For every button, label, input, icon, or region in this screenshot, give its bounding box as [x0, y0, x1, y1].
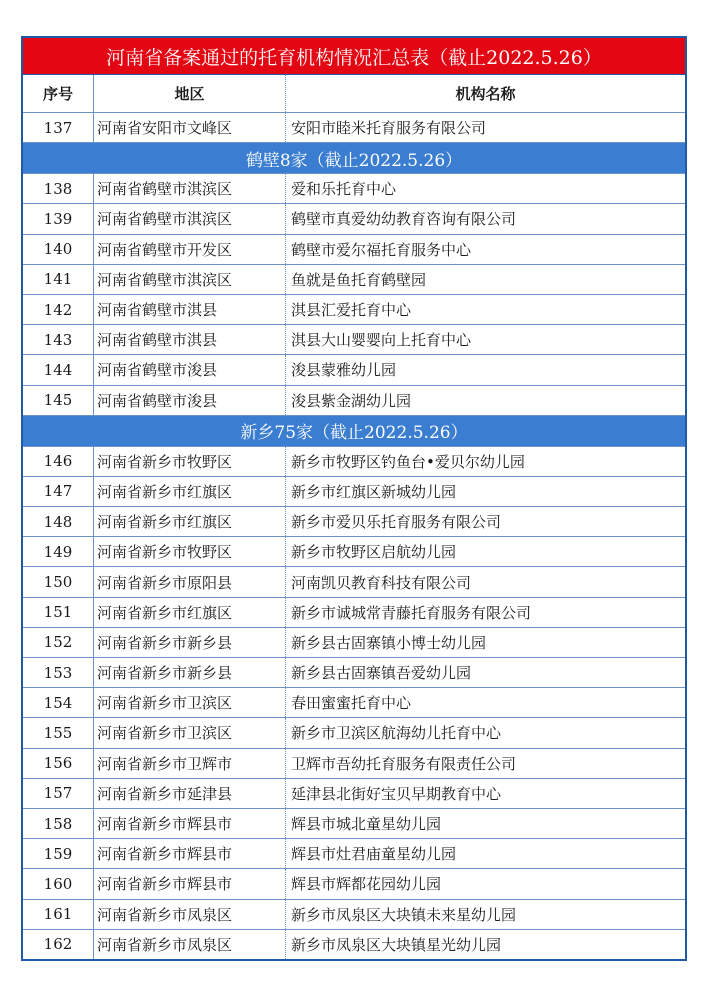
- cell-institution-name: 淇县大山婴婴向上托育中心: [291, 331, 472, 350]
- cell-region: 河南省鹤壁市淇县: [94, 325, 286, 354]
- table-row: [23, 838, 685, 868]
- cell-number: 138: [23, 174, 94, 203]
- cell-number: 144: [23, 355, 94, 384]
- cell-region: 河南省安阳市文峰区: [94, 113, 286, 142]
- cell-region: 河南省新乡市凤泉区: [94, 900, 286, 929]
- cell-number: 137: [23, 113, 94, 142]
- rows-hebi: [23, 173, 685, 415]
- cell-institution-name: 春田蜜蜜托育中心: [291, 694, 412, 713]
- cell-number: 139: [23, 204, 94, 233]
- cell-region: 河南省新乡市卫辉市: [94, 749, 286, 778]
- cell-institution-name: 新乡市牧野区启航幼儿园: [291, 543, 457, 562]
- cell-institution-name: 新乡县古固寨镇小博士幼儿园: [291, 633, 487, 652]
- column-header-name: 机构名称: [455, 85, 516, 103]
- cell-region: 河南省鹤壁市浚县: [94, 355, 286, 384]
- cell-institution-name: 爱和乐托育中心: [291, 180, 397, 199]
- cell-institution-name: 浚县紫金湖幼儿园: [291, 391, 412, 410]
- table-row: [23, 294, 685, 324]
- cell-institution-name: 辉县市灶君庙童星幼儿园: [291, 845, 457, 864]
- cell-number: 160: [23, 869, 94, 898]
- cell-number: 146: [23, 447, 94, 476]
- cell-institution-name: 辉县市辉都花园幼儿园: [291, 875, 442, 894]
- column-header-region: 地区: [94, 75, 286, 112]
- table-row: [23, 687, 685, 717]
- cell-number: 147: [23, 477, 94, 506]
- cell-number: 156: [23, 749, 94, 778]
- cell-number: 155: [23, 718, 94, 747]
- cell-region: 河南省新乡市辉县市: [94, 869, 286, 898]
- cell-institution-name: 安阳市睦米托育服务有限公司: [291, 119, 487, 138]
- cell-institution-name: 新乡市凤泉区大块镇未来星幼儿园: [291, 905, 517, 924]
- table-title: 河南省备案通过的托育机构情况汇总表（截止2022.5.26）: [23, 38, 685, 75]
- cell-number: 151: [23, 598, 94, 627]
- table-row: [23, 536, 685, 566]
- cell-number: 162: [23, 930, 94, 959]
- cell-institution-name: 淇县汇爱托育中心: [291, 301, 412, 320]
- cell-region: 河南省新乡市辉县市: [94, 839, 286, 868]
- cell-institution-name: 鹤壁市爱尔福托育服务中心: [291, 240, 472, 259]
- table-row: [23, 657, 685, 687]
- cell-institution-name: 卫辉市吾幼托育服务有限责任公司: [291, 754, 517, 773]
- rows-anyang: [23, 112, 685, 142]
- table-row: [23, 627, 685, 657]
- table-row: [23, 899, 685, 929]
- table-row: [23, 929, 685, 959]
- section-header-xinxiang: 新乡75家（截止2022.5.26）: [23, 415, 685, 446]
- table-row: [23, 446, 685, 476]
- section-header-hebi: 鹤壁8家（截止2022.5.26）: [23, 142, 685, 173]
- cell-institution-name: 新乡市牧野区钓鱼台•爱贝尔幼儿园: [291, 452, 525, 471]
- cell-region: 河南省新乡市红旗区: [94, 598, 286, 627]
- cell-region: 河南省新乡市新乡县: [94, 628, 286, 657]
- table-row: [23, 476, 685, 506]
- cell-institution-name: 新乡市卫滨区航海幼儿托育中心: [291, 724, 502, 743]
- cell-institution-name: 新乡市爱贝乐托育服务有限公司: [291, 513, 502, 532]
- cell-institution-name: 新乡县古固寨镇吾爱幼儿园: [291, 664, 472, 683]
- column-header-no: 序号: [23, 75, 94, 112]
- table-row: [23, 597, 685, 627]
- cell-region: 河南省新乡市卫滨区: [94, 718, 286, 747]
- cell-institution-name: 河南凯贝教育科技有限公司: [291, 573, 472, 592]
- table-row: [23, 354, 685, 384]
- cell-number: 149: [23, 537, 94, 566]
- cell-number: 141: [23, 265, 94, 294]
- cell-number: 154: [23, 688, 94, 717]
- table-row: [23, 506, 685, 536]
- cell-region: 河南省新乡市牧野区: [94, 447, 286, 476]
- cell-number: 148: [23, 507, 94, 536]
- cell-region: 河南省鹤壁市淇滨区: [94, 265, 286, 294]
- cell-region: 河南省鹤壁市淇滨区: [94, 174, 286, 203]
- cell-institution-name: 鹤壁市真爱幼幼教育咨询有限公司: [291, 210, 517, 229]
- table-row: [23, 324, 685, 354]
- cell-institution-name: 新乡市红旗区新城幼儿园: [291, 482, 457, 501]
- table-row: [23, 112, 685, 142]
- cell-number: 140: [23, 235, 94, 264]
- cell-number: 159: [23, 839, 94, 868]
- cell-region: 河南省新乡市红旗区: [94, 477, 286, 506]
- cell-number: 153: [23, 658, 94, 687]
- table-row: [23, 566, 685, 596]
- cell-region: 河南省新乡市延津县: [94, 779, 286, 808]
- cell-institution-name: 鱼就是鱼托育鹤壁园: [291, 270, 427, 289]
- cell-number: 150: [23, 567, 94, 596]
- cell-institution-name: 延津县北街好宝贝早期教育中心: [291, 784, 502, 803]
- cell-institution-name: 新乡市凤泉区大块镇星光幼儿园: [291, 935, 502, 954]
- cell-region: 河南省新乡市凤泉区: [94, 930, 286, 959]
- cell-region: 河南省新乡市卫滨区: [94, 688, 286, 717]
- cell-region: 河南省鹤壁市淇滨区: [94, 204, 286, 233]
- rows-xinxiang: [23, 446, 685, 959]
- cell-institution-name: 辉县市城北童星幼儿园: [291, 815, 442, 834]
- cell-region: 河南省新乡市牧野区: [94, 537, 286, 566]
- cell-number: 143: [23, 325, 94, 354]
- column-header-row: [23, 75, 685, 112]
- cell-region: 河南省鹤壁市开发区: [94, 235, 286, 264]
- cell-number: 157: [23, 779, 94, 808]
- table-row: [23, 264, 685, 294]
- summary-table: [21, 36, 687, 961]
- cell-region: 河南省新乡市辉县市: [94, 809, 286, 838]
- table-row: [23, 717, 685, 747]
- table-row: [23, 778, 685, 808]
- table-row: [23, 234, 685, 264]
- cell-number: 145: [23, 386, 94, 415]
- cell-number: 152: [23, 628, 94, 657]
- cell-region: 河南省鹤壁市淇县: [94, 295, 286, 324]
- table-row: [23, 173, 685, 203]
- cell-region: 河南省鹤壁市浚县: [94, 386, 286, 415]
- cell-region: 河南省新乡市新乡县: [94, 658, 286, 687]
- cell-institution-name: 浚县蒙雅幼儿园: [291, 361, 397, 380]
- table-row: [23, 868, 685, 898]
- table-row: [23, 808, 685, 838]
- cell-region: 河南省新乡市红旗区: [94, 507, 286, 536]
- cell-number: 161: [23, 900, 94, 929]
- cell-institution-name: 新乡市诚城常青藤托育服务有限公司: [291, 603, 532, 622]
- table-row: [23, 385, 685, 415]
- cell-number: 142: [23, 295, 94, 324]
- table-row: [23, 748, 685, 778]
- table-row: [23, 203, 685, 233]
- cell-region: 河南省新乡市原阳县: [94, 567, 286, 596]
- cell-number: 158: [23, 809, 94, 838]
